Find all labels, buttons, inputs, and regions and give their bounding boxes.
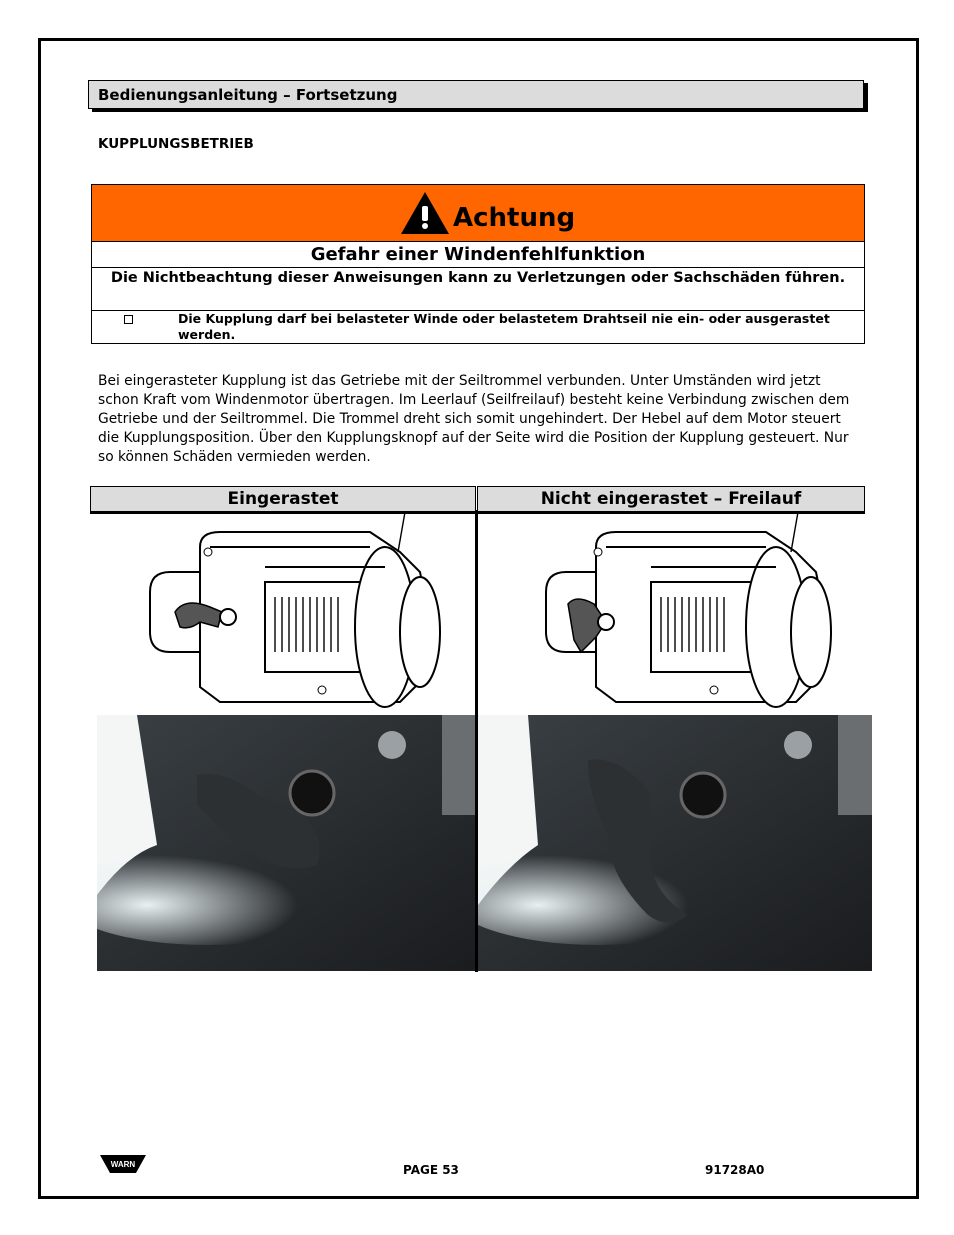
- warn-logo-text: WARN: [110, 1160, 136, 1169]
- body-paragraph: Bei eingerasteter Kupplung ist das Getriebe mit der Seiltrommel verbunden. Unter Umständen wird jetzt schon Kraft vom Windenmotor übertragen. Im Leerlauf (Seilfreilauf) besteht keine Verbindung zwischen dem Getriebe und der Seiltrommel. Die Trommel dreht sich somit ungehindert. Der Hebel auf dem Motor steuert die Kupplungsposition. Über den Kupplungsknopf auf der Seite wird die Position der Kupplung gesteuert. Nur so können Schäden vermieden werden.: [98, 373, 850, 465]
- section-title: Bedienungsanleitung – Fortsetzung: [98, 86, 398, 104]
- warn-logo-icon: [98, 1153, 148, 1177]
- warning-triangle-icon: [399, 190, 451, 236]
- photo-clutch-freespool: [478, 715, 872, 971]
- subheading: KUPPLUNGSBETRIEB: [98, 136, 254, 152]
- section-header: [88, 80, 864, 109]
- column-header-engaged: Eingerastet: [90, 486, 476, 514]
- warning-box: [91, 184, 865, 344]
- winch-drawing-freespool: [536, 512, 846, 712]
- column-header-freespool: Nicht eingerastet – Freilauf: [477, 486, 865, 514]
- footer-doc-number: 91728A0: [705, 1163, 765, 1177]
- warning-banner: [92, 185, 864, 242]
- winch-drawing-engaged: [140, 512, 450, 712]
- warning-bullet-text: Die Kupplung darf bei belasteter Winde oder belastetem Drahtseil nie ein- oder ausgerastet werden.: [178, 311, 830, 342]
- footer-page-number: PAGE 53: [403, 1163, 459, 1177]
- warning-bullet-row: [92, 310, 864, 343]
- warning-hazard: Gefahr einer Windenfehlfunktion: [92, 242, 864, 268]
- photo-clutch-engaged: [97, 715, 475, 971]
- warning-signal-word: Achtung: [453, 203, 576, 233]
- warning-consequence: Die Nichtbeachtung dieser Anweisungen kann zu Verletzungen oder Sachschäden führen.: [92, 268, 864, 311]
- checkbox-bullet-icon: [124, 315, 133, 324]
